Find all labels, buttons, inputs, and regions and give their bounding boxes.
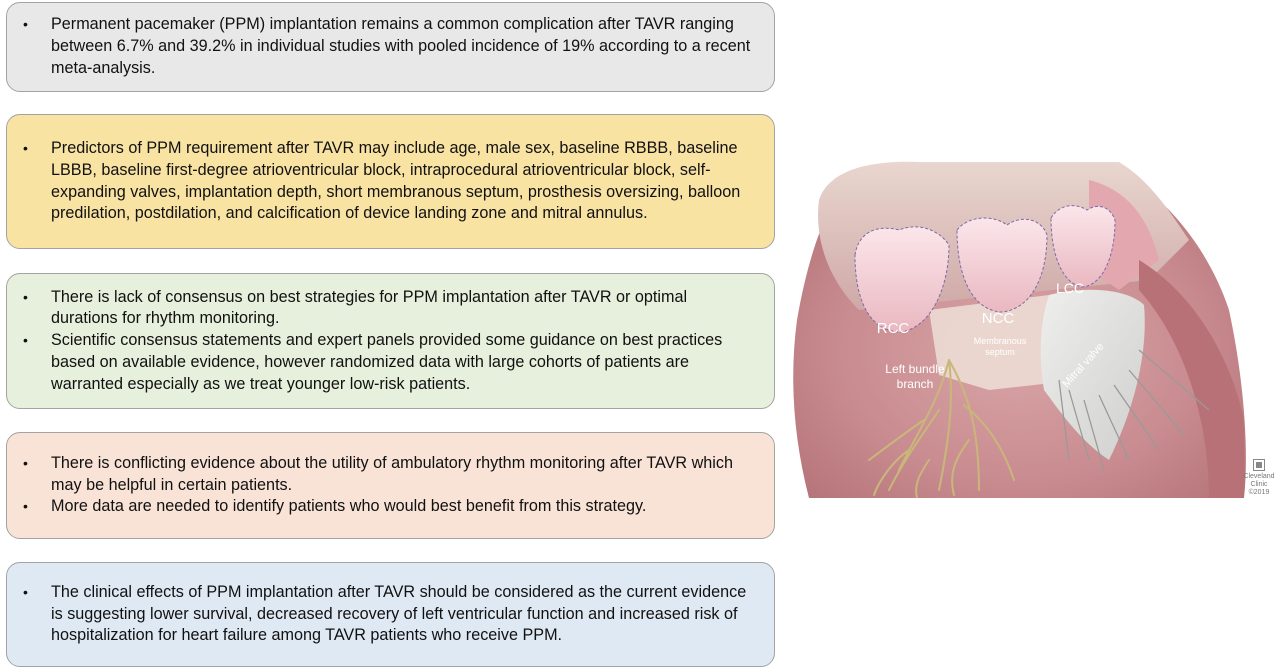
- bullet-item: [23, 14, 756, 79]
- bullet-item: [23, 287, 756, 331]
- bullet-dot-icon: •: [23, 498, 28, 515]
- summary-box-clinical-effects: [6, 562, 775, 667]
- label-mitral-valve: Mitral valve: [1060, 340, 1107, 391]
- summary-box-monitoring: [6, 432, 775, 539]
- logo-name: Clinic: [1250, 481, 1268, 488]
- bullet-text: There is conflicting evidence about the utility of ambulatory rhythm monitoring after TAVR which may be helpful in certain patients.: [51, 453, 733, 494]
- bullet-item: [23, 582, 756, 647]
- bullet-item: [23, 453, 756, 497]
- bullet-text: There is lack of consensus on best strategies for PPM implantation after TAVR or optimal durations for rhythm monitoring.: [51, 287, 688, 328]
- heart-anatomy-illustration: [789, 160, 1253, 498]
- bullet-dot-icon: •: [23, 288, 28, 305]
- bullet-item: [23, 496, 756, 518]
- logo-name: Cleveland: [1243, 473, 1275, 480]
- bullet-dot-icon: •: [23, 139, 28, 156]
- label-left-bundle-branch: branch: [896, 377, 934, 391]
- bullet-text: Scientific consensus statements and expert panels provided some guidance on best practices based on available evidence, however randomized data with large cohorts of patients are warranted especially as we treat younger low-risk patients.: [51, 331, 723, 393]
- bullet-dot-icon: •: [23, 583, 28, 600]
- bullet-item: [23, 330, 756, 395]
- bullet-dot-icon: •: [23, 332, 28, 349]
- bullet-dot-icon: •: [23, 454, 28, 471]
- bullet-text: The clinical effects of PPM implantation after TAVR should be considered as the current evidence is suggesting lower survival, decreased recovery of left ventricular function and increased risk of hospitalization for heart failure among TAVR patients who receive PPM.: [51, 582, 747, 645]
- bullet-text: Permanent pacemaker (PPM) implantation remains a common complication after TAVR ranging between 6.7% and 39.2% in individual studies with pooled incidence of 19% according to a recent meta-analysis.: [51, 15, 751, 77]
- summary-box-predictors: [6, 114, 775, 249]
- bullet-text: More data are needed to identify patients who would best benefit from this strategy.: [51, 497, 647, 516]
- bullet-text: Predictors of PPM requirement after TAVR may include age, male sex, baseline RBBB, baseline LBBB, baseline first-degree atrioventricular block, intraprocedural atrioventricular block, self-expanding valves, implantation depth, short membranous septum, prosthesis oversizing, balloon predilation, postdilation, and calcification of device landing zone and mitral annulus.: [51, 138, 741, 223]
- label-lcc: LCC: [1055, 280, 1085, 296]
- label-membranous-septum: Membranous: [973, 336, 1027, 346]
- label-ncc: NCC: [981, 310, 1015, 327]
- label-rcc: RCC: [876, 320, 910, 337]
- bullet-dot-icon: •: [23, 16, 28, 33]
- logo-copyright: ©2019: [1248, 489, 1270, 496]
- label-left-bundle-branch: Left bundle: [885, 362, 945, 376]
- bullet-item: [23, 138, 756, 225]
- logo-caption: [1241, 473, 1276, 497]
- label-membranous-septum: septum: [985, 347, 1015, 357]
- cleveland-clinic-logo-icon: [1253, 459, 1265, 471]
- summary-box-incidence: [6, 2, 775, 92]
- summary-box-consensus: [6, 273, 775, 409]
